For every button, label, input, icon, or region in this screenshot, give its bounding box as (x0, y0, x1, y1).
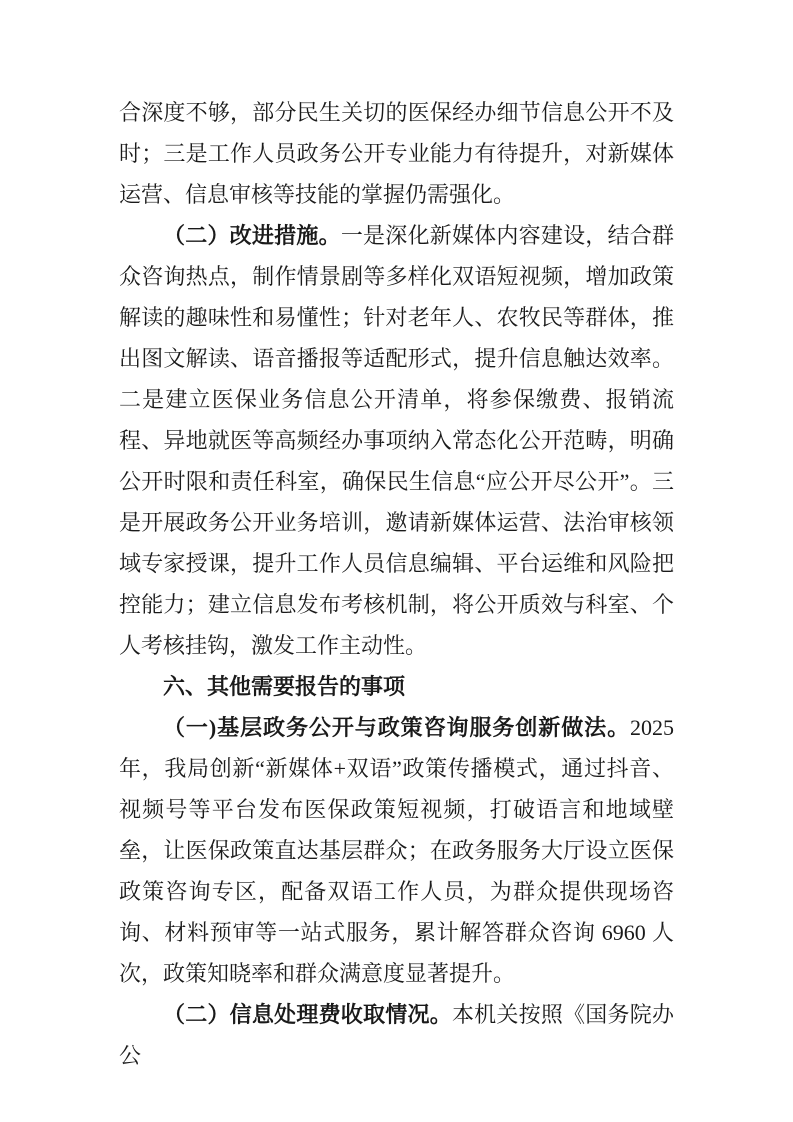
paragraph-lead-improvement-measures: （二）改进措施。 (163, 223, 341, 248)
paragraph-text: 本机关按照《国务院办公 (119, 1002, 674, 1068)
paragraph-lead-fee-collection: （二）信息处理费收取情况。 (163, 1002, 452, 1027)
section-heading-text: 六、其他需要报告的事项 (163, 674, 406, 699)
paragraph-continuation (119, 92, 674, 215)
paragraph-text: 合深度不够，部分民生关切的医保经办细节信息公开不及时；三是工作人员政务公开专业能力有待提升，对新媒体运营、信息审核等技能的掌握仍需强化。 (119, 100, 674, 207)
paragraph-fee-collection (119, 994, 674, 1076)
paragraph-text: 一是深化新媒体内容建设，结合群众咨询热点，制作情景剧等多样化双语短视频，增加政策解读的趣味性和易懂性；针对老年人、农牧民等群体，推出图文解读、语音播报等适配形式，提升信息触达效率。二是建立医保业务信息公开清单，将参保缴费、报销流程、异地就医等高频经办事项纳入常态化公开范畴，明确公开时限和责任科室，确保民生信息“应公开尽公开”。三是开展政务公开业务培训，邀请新媒体运营、法治审核领域专家授课，提升工作人员信息编辑、平台运维和风险把控能力；建立信息发布考核机制，将公开质效与科室、个人考核挂钩，激发工作主动性。 (119, 223, 674, 658)
paragraph-lead-grassroots-innovation: （一)基层政务公开与政策咨询服务创新做法。 (163, 715, 630, 740)
paragraph-grassroots-innovation (119, 707, 674, 994)
section-heading-other-matters (119, 666, 674, 707)
paragraph-text: 2025 年，我局创新“新媒体+双语”政策传播模式，通过抖音、视频号等平台发布医保政策短视频，打破语言和地域壁垒，让医保政策直达基层群众；在政务服务大厅设立医保政策咨询专区，配备双语工作人员，为群众提供现场咨询、材料预审等一站式服务，累计解答群众咨询 6960 人次，政策知晓率和群众满意度显著提升。 (119, 715, 674, 986)
paragraph-improvement-measures (119, 215, 674, 666)
